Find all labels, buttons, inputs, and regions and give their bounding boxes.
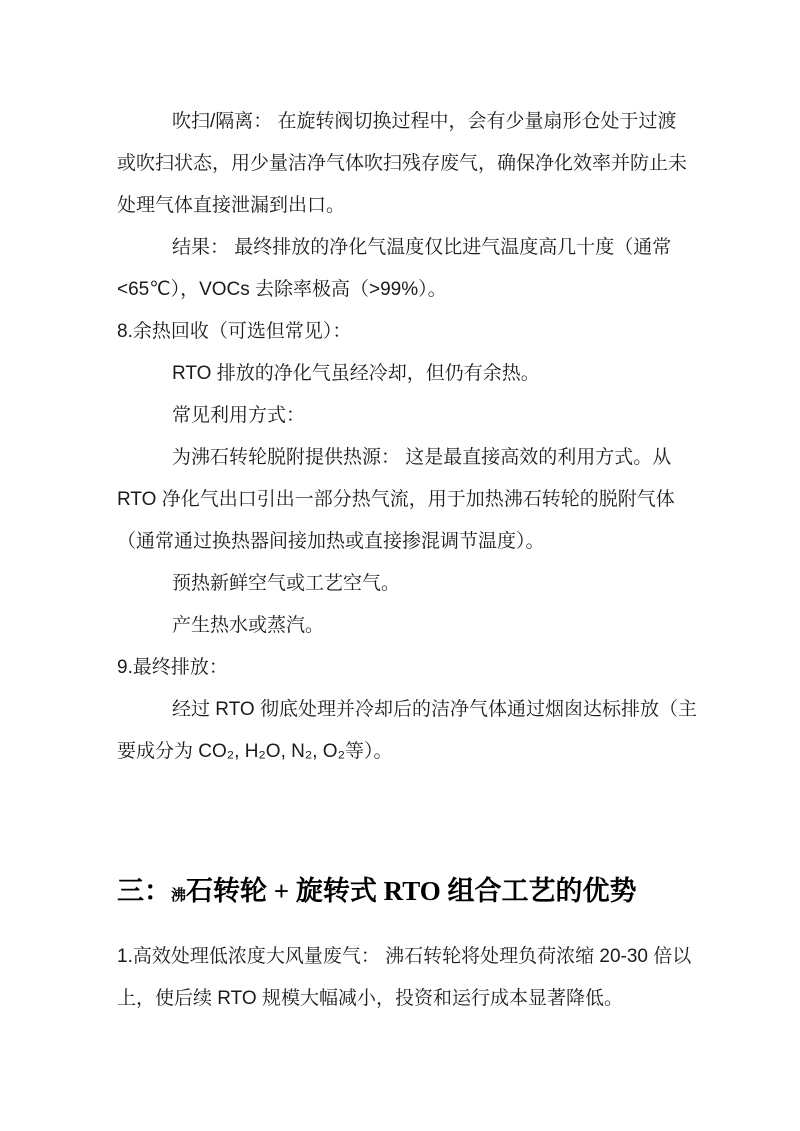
text-line: 为沸石转轮脱附提供热源： 这是最直接高效的利用方式。从	[172, 447, 672, 468]
text-line: <65℃），VOCs 去除率极高（>99%）。	[117, 279, 447, 300]
heading-rest: 石转轮 + 旋转式 RTO 组合工艺的优势	[186, 876, 637, 906]
text-line: 产生热水或蒸汽。	[172, 615, 325, 636]
tail-text-block	[0, 936, 800, 1020]
text-line: 常见利用方式：	[172, 405, 306, 426]
text-line: 要成分为 CO₂, H₂O, N₂, O₂等）。	[117, 741, 393, 762]
text-line: 经过 RTO 彻底处理并冷却后的洁净气体通过烟囱达标排放（主	[172, 699, 697, 720]
text-line: （通常通过换热器间接加热或直接掺混调节温度）。	[117, 531, 545, 552]
text-line: 9.最终排放：	[117, 657, 228, 678]
heading-prefix: 三：	[117, 876, 171, 906]
text-line: 1.高效处理低浓度大风量废气： 沸石转轮将处理负荷浓缩 20-30 倍以	[117, 946, 692, 967]
heading-small-char: 沸	[171, 888, 187, 904]
text-line: 吹扫/隔离： 在旋转阀切换过程中，会有少量扇形仓处于过渡	[172, 111, 677, 132]
text-line: 8.余热回收（可选但常见）：	[117, 321, 352, 342]
text-line: RTO 排放的净化气虽经冷却，但仍有余热。	[172, 363, 540, 384]
text-line: 预热新鲜空气或工艺空气。	[172, 573, 401, 594]
text-line: 或吹扫状态，用少量洁净气体吹扫残存废气，确保净化效率并防止未	[117, 153, 688, 174]
section-heading	[117, 868, 800, 919]
text-line: 上，使后续 RTO 规模大幅减小，投资和运行成本显著降低。	[117, 988, 623, 1009]
text-line: RTO 净化气出口引出一部分热气流，用于加热沸石转轮的脱附气体	[117, 489, 675, 510]
text-line: 处理气体直接泄漏到出口。	[117, 195, 346, 216]
text-line: 结果： 最终排放的净化气温度仅比进气温度高几十度（通常	[172, 237, 672, 258]
